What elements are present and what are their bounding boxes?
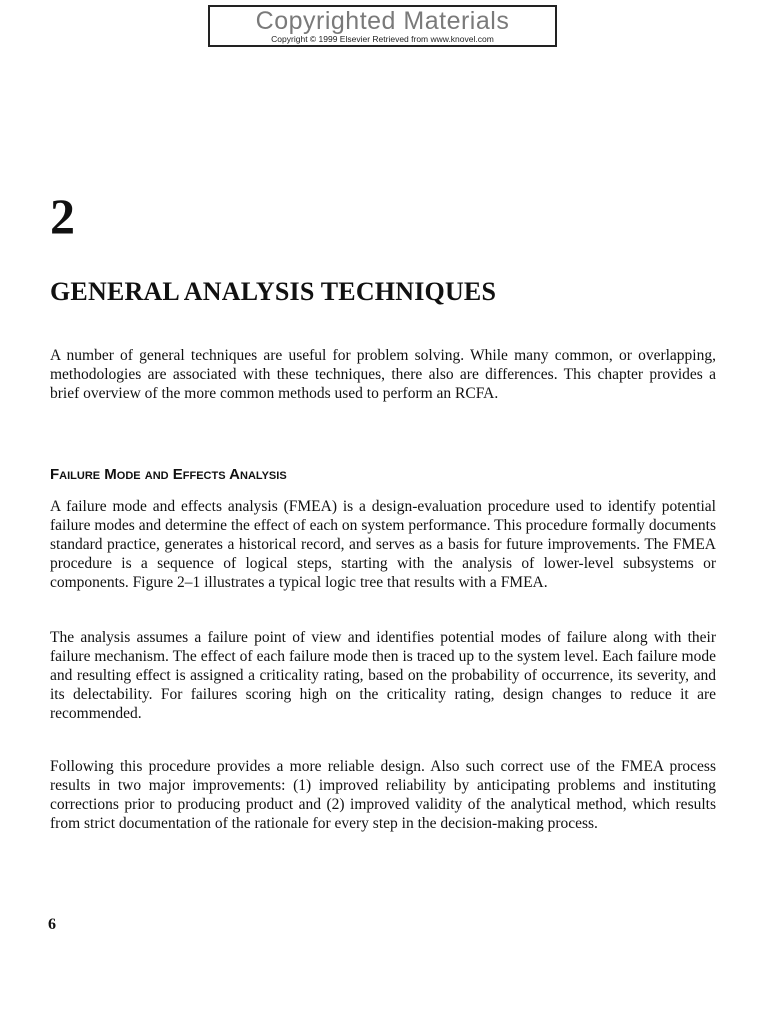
- copyright-watermark: [208, 5, 557, 47]
- watermark-title: Copyrighted Materials: [255, 7, 510, 35]
- section-heading: Failure Mode and Effects Analysis: [50, 466, 287, 483]
- watermark-notice: Copyright © 1999 Elsevier Retrieved from www.knovel.com: [271, 34, 494, 44]
- body-paragraph-3: Following this procedure provides a more reliable design. Also such correct use of the FMEA process results in two major improvements: (1) improved reliability by anticipating problems and instituting corrections prior to producing product and (2) improved validity of the analytical method, which results from strict documentation of the rationale for every step in the decision-making process.: [50, 758, 716, 832]
- body-paragraph-2: The analysis assumes a failure point of view and identifies potential modes of failure along with their failure mechanism. The effect of each failure mode then is traced up to the system level. Each failure mode and resulting effect is assigned a criticality rating, based on the probability of occurrence, its severity, and its delectability. For failures scoring high on the criticality rating, design changes to reduce it are recommended.: [50, 629, 716, 722]
- body-paragraph-1: A failure mode and effects analysis (FMEA) is a design-evaluation procedure used to identify potential failure modes and determine the effect of each on system performance. This procedure formally documents standard practice, generates a historical record, and serves as a basis for future improvements. The FMEA procedure is a sequence of logical steps, starting with the analysis of lower-level subsystems or components. Figure 2–1 illustrates a typical logic tree that results with a FMEA.: [50, 498, 716, 591]
- page-number: 6: [48, 916, 56, 933]
- chapter-number: 2: [50, 188, 75, 244]
- intro-paragraph: A number of general techniques are useful for problem solving. While many common, or overlapping, methodologies are associated with these techniques, there also are differences. This chapter provides a brief overview of the more common methods used to perform an RCFA.: [50, 347, 716, 402]
- chapter-title: GENERAL ANALYSIS TECHNIQUES: [50, 277, 497, 306]
